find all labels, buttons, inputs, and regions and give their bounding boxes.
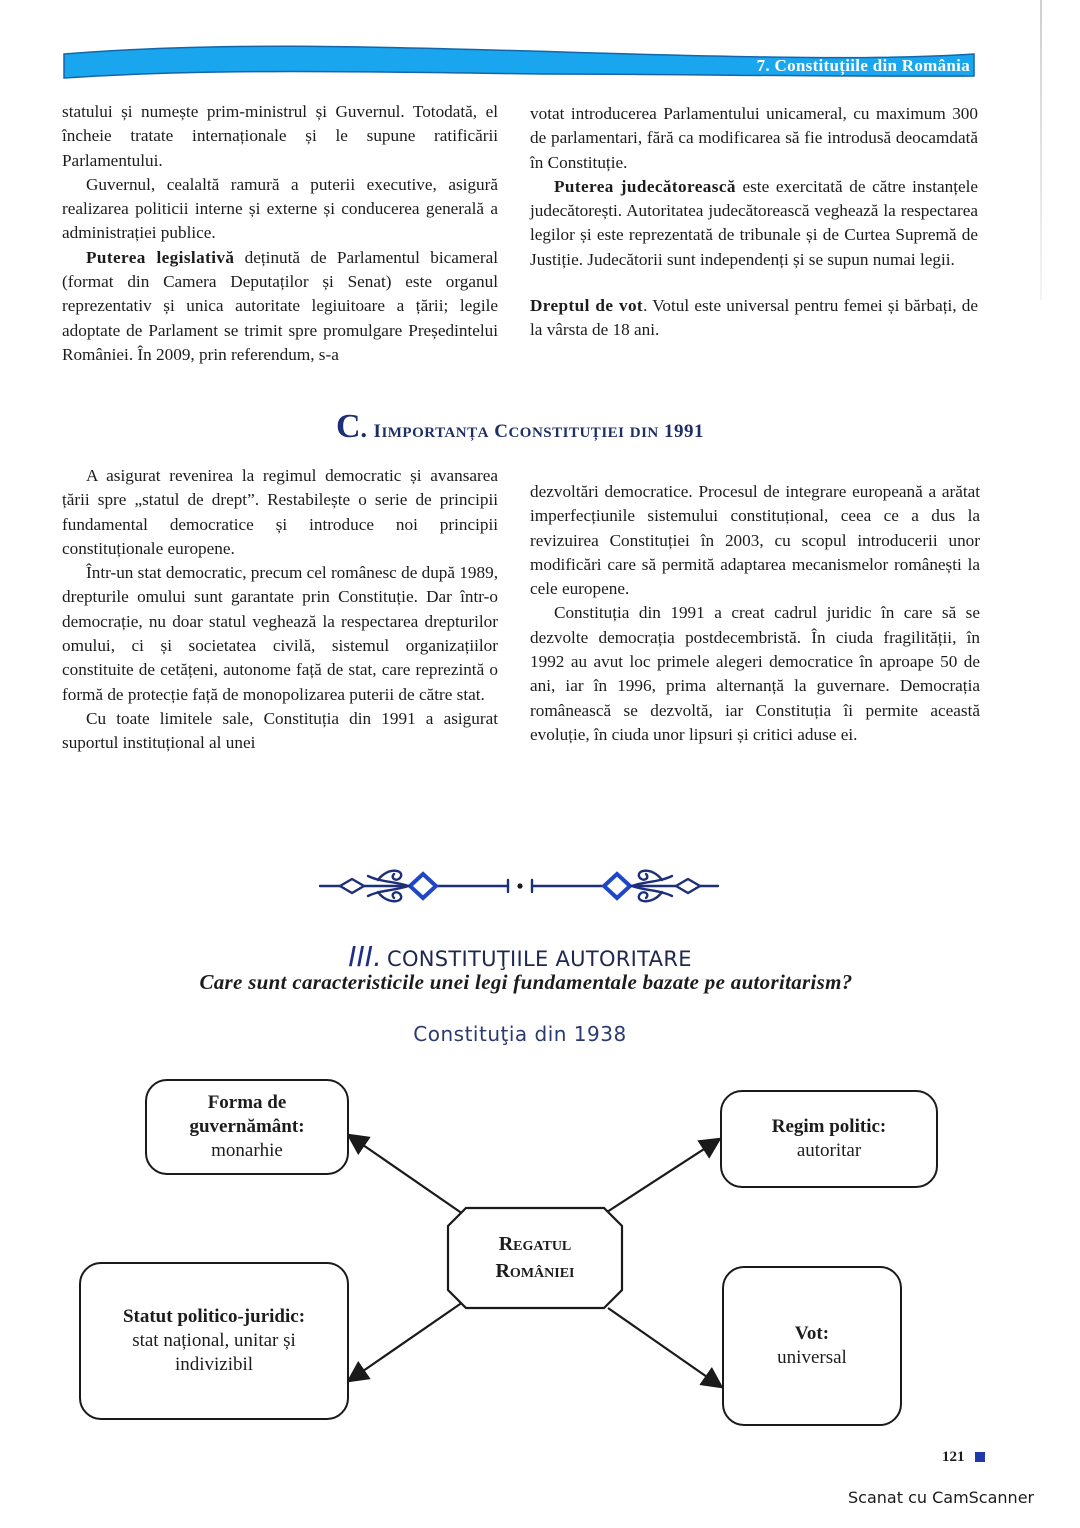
diagram-node-forma-guvernamant: Forma de guvernământ: monarhie: [145, 1079, 349, 1175]
paragraph: A asigurat revenirea la regimul democratic și avansarea țării spre „statul de drept”. Restabilește o serie de principii fundamental democratice și introduce noi principii constituționale europene.: [62, 466, 498, 558]
section-iii-heading: [0, 940, 1040, 973]
bold-term: Puterea judecătorească: [554, 176, 736, 196]
diagram-center-node: Regatul României: [446, 1206, 624, 1310]
page-marker-icon: [975, 1452, 985, 1462]
paragraph-judiciary: Puterea judecătorească este exercitată de către instanțele judecătorești. Autoritatea judecătorească veghează la respectarea legilor și este reprezentată de tribunale și de Curtea Supremă de Justiție. Judecătorii sunt independenți și se supun numai legii.: [530, 176, 979, 269]
paragraph-voting-right: Dreptul de vot. Votul este universal pentru femei și bărbați, de la vârsta de 18 ani.: [530, 296, 978, 340]
bold-term: Dreptul de vot: [530, 296, 644, 316]
section-c-left-column: [62, 464, 498, 756]
top-left-column: [62, 100, 498, 367]
section-c-right-column: [530, 480, 980, 747]
section-title: CONSTITUŢIILE AUTORITARE: [386, 947, 692, 971]
paragraph: Constituția din 1991 a creat cadrul juridic în care să se dezvolte democrația postdecembristă. În ciuda fragilității, în 1992 au avut loc primele alegeri democratice în aproape 50 de ani, iar în 1996, prima alternanță la guvernare. Democrația românească se dezvoltă, iar Constituția îi permite această evoluție, în ciuda unor lipsuri și critici aduse ei.: [530, 603, 980, 744]
scanner-watermark: Scanat cu CamScanner: [848, 1488, 1035, 1507]
chapter-banner: [62, 44, 976, 80]
bold-term: Puterea legislativă: [86, 247, 235, 267]
diagram-node-statut-politico-juridic: Statut politico-juridic: stat național, unitar și indivizibil: [79, 1262, 349, 1420]
paragraph: dezvoltări democratice. Procesul de integrare europeană a arătat imperfecțiunile sistemului constituțional, ceea ce a dus la revizuirea Constituției în 2003, cu scopul introducerii unor modificări care să permită adaptarea mecanismelor românești la cele europene.: [530, 482, 980, 599]
paragraph: statului și numește prim-ministrul și Guvernul. Totodată, el încheie tratate internaționale și le supune ratificării Parlamentului.: [62, 102, 498, 170]
diagram-node-vot: Vot: universal: [722, 1266, 902, 1426]
paragraph: Guvernul, cealaltă ramură a puterii executive, asigură realizarea politicii interne și externe și conducerea generală a administrației publice.: [62, 174, 498, 243]
page-number: 121: [942, 1449, 965, 1465]
chapter-title: 7. Constituțiile din România: [756, 56, 970, 75]
paragraph: votat introducerea Parlamentului unicameral, cu maximum 300 de parlamentari, fără ca modificarea să fie introdusă deocamdată în Constituție.: [530, 104, 978, 172]
diagram-title: Constituţia din 1938: [413, 1022, 627, 1046]
paragraph: Cu toate limitele sale, Constituția din 1991 a asigurat suportul instituțional al unei: [62, 708, 498, 753]
section-roman-numeral: III.: [348, 940, 382, 973]
page-edge-shadow: [1040, 0, 1042, 300]
ornamental-divider-icon: [318, 862, 722, 910]
section-title: IIMPORTANȚA CCONSTITUȚIEI DIN 1991: [373, 421, 705, 442]
paragraph-legislative: Puterea legislativă deținută de Parlamentul bicameral (format din Camera Deputaților și Senat) este organul reprezentativ și unica autoritate legiuitoare a țării; legile adoptate de Parlament se trimit spre promulgare Președintelui României. În 2009, prin referendum, s-a: [62, 247, 498, 364]
top-right-column: [530, 102, 978, 343]
section-question: Care sunt caracteristicile unei legi fundamentale bazate pe autoritarism?: [199, 970, 853, 994]
diagram-node-regim-politic: Regim politic: autoritar: [720, 1090, 938, 1188]
section-c-heading: C. IIMPORTANȚA CCONSTITUȚIEI DIN 1991: [335, 408, 705, 445]
paragraph: Într-un stat democratic, precum cel românesc de după 1989, drepturile omului sunt garantate prin Constituție. Dar într-o democrație, nu doar statul veghează la respectarea drepturilor omului, ci și societatea civilă, sistemul organizațiilor constituite de cetățeni, autonome față de stat, care reprezintă o formă de protecție față de monopolizarea puterii de către stat.: [62, 563, 498, 704]
section-letter: C: [335, 408, 361, 445]
